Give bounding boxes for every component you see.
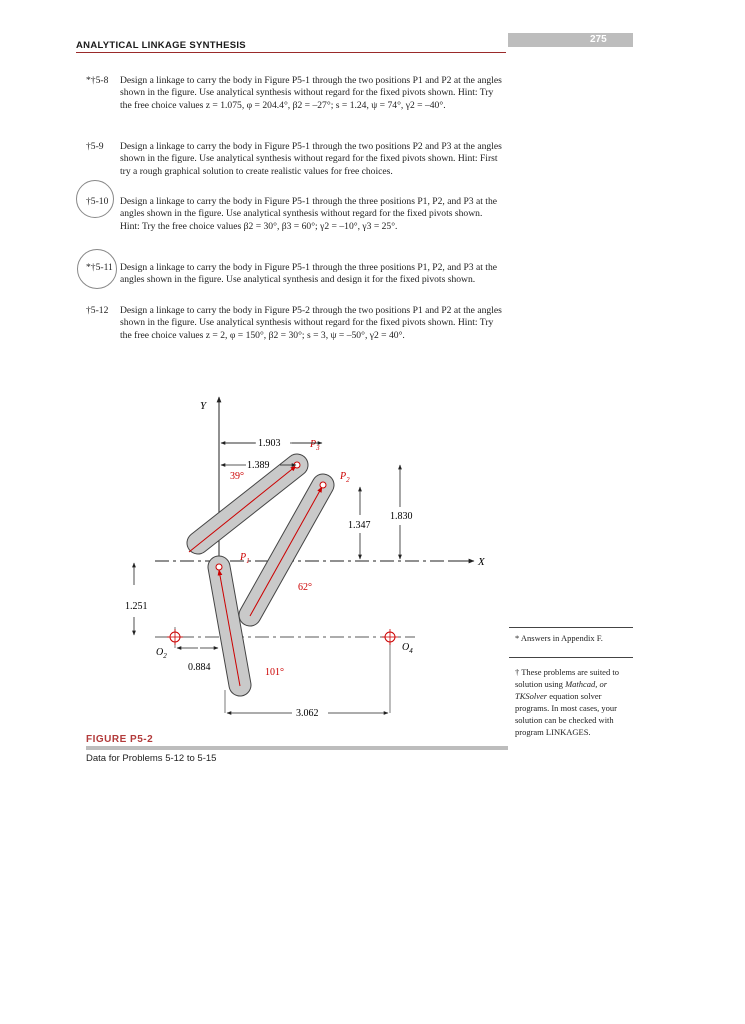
label-p2: $P_2$ bbox=[340, 471, 350, 484]
point-p1-marker bbox=[216, 564, 222, 570]
problem-5-12 bbox=[86, 305, 504, 342]
problem-text: Design a linkage to carry the body in Figure P5-1 through the three positions P1, P2, and P3 at the angles shown in the figure. Use analytical synthesis without regard for the fixed pivots shown. Hint: Try the free choice values β2 = 30°, β3 = 60°; γ2 = –10°, γ3 = 25°. bbox=[120, 196, 498, 232]
angle-39-label: 39° bbox=[230, 471, 244, 482]
figure-label: FIGURE P5-2 bbox=[86, 734, 154, 745]
sidebar-note-software bbox=[515, 666, 625, 738]
dim-3062-label: 3.062 bbox=[296, 708, 319, 719]
problem-5-8 bbox=[86, 75, 504, 112]
problem-text: Design a linkage to carry the body in Figure P5-1 through the two positions P2 and P3 at the angles shown in the figure. Use analytical synthesis without regard for the fixed pivots shown. Hint: First try a rough graphical solution to create realistic values for free choices. bbox=[120, 141, 502, 177]
problem-text: Design a linkage to carry the body in Figure P5-1 through the three positions P1, P2, and P3 at the angles shown in the figure. Use analytical synthesis and design it for the fixed pivots shown. bbox=[120, 262, 498, 286]
label-o2: $O_2$ bbox=[156, 647, 167, 660]
angle-101-label: 101° bbox=[265, 667, 284, 678]
figure-caption-rule bbox=[86, 746, 508, 750]
dim-1903-label: 1.903 bbox=[258, 438, 281, 449]
sidebar-note-software-names: Mathcad, or TKSolver bbox=[515, 679, 608, 701]
problem-5-10 bbox=[86, 196, 504, 233]
problem-number: *†5-8 bbox=[86, 75, 109, 86]
sidebar-note-text: equation solver programs. In most cases, your solution can be checked with program LINKAGES. bbox=[515, 691, 617, 737]
problem-text: Design a linkage to carry the body in Figure P5-2 through the two positions P1 and P2 at the angles shown in the figure. Use analytical synthesis without regard for the fixed pivots shown. Hint: Try the free choice values z = 2, φ = 150°, β2 = 30°; s = 3, ψ = –50°, γ2 = 40°. bbox=[120, 305, 502, 341]
angle-62-label: 62° bbox=[298, 582, 312, 593]
label-p3: $P_3$ bbox=[310, 439, 320, 452]
sidebar-note-answers: * Answers in Appendix F. bbox=[515, 633, 603, 643]
figure-caption: Data for Problems 5-12 to 5-15 bbox=[86, 753, 217, 764]
page-number: 275 bbox=[590, 34, 607, 45]
problem-number: †5-10 bbox=[86, 196, 109, 207]
point-p2-marker bbox=[320, 482, 326, 488]
y-axis-label: Y bbox=[200, 400, 207, 412]
dim-1251-label: 1.251 bbox=[125, 601, 148, 612]
sidebar-rule bbox=[509, 627, 633, 628]
sidebar-note-text: † These problems are suited to solution using bbox=[515, 667, 619, 689]
dim-1347-label: 1.347 bbox=[348, 520, 371, 531]
sidebar-rule bbox=[509, 657, 633, 658]
problem-number: †5-12 bbox=[86, 305, 109, 316]
label-p1: $P_1$ bbox=[240, 552, 250, 565]
header-rule bbox=[76, 52, 506, 53]
page-number-bar bbox=[508, 33, 633, 47]
problem-text: Design a linkage to carry the body in Figure P5-1 through the two positions P1 and P2 at the angles shown in the figure. Use analytical synthesis without regard for the fixed pivots shown. Hint: Try the free choice values z = 1.075, φ = 204.4°, β2 = –27°; s = 1.24, ψ = 74°, γ2 = –40°. bbox=[120, 75, 502, 111]
label-o4: $O_4$ bbox=[402, 642, 413, 655]
dim-0884-label: 0.884 bbox=[188, 662, 211, 673]
problem-5-11 bbox=[86, 262, 504, 287]
x-axis-label: X bbox=[478, 556, 485, 568]
dim-1389-label: 1.389 bbox=[247, 460, 270, 471]
running-header-title: ANALYTICAL LINKAGE SYNTHESIS bbox=[76, 40, 246, 51]
dim-1830-label: 1.830 bbox=[390, 511, 413, 522]
problem-number: *†5-11 bbox=[86, 262, 113, 273]
problem-number: †5-9 bbox=[86, 141, 104, 152]
problem-5-9 bbox=[86, 141, 504, 178]
